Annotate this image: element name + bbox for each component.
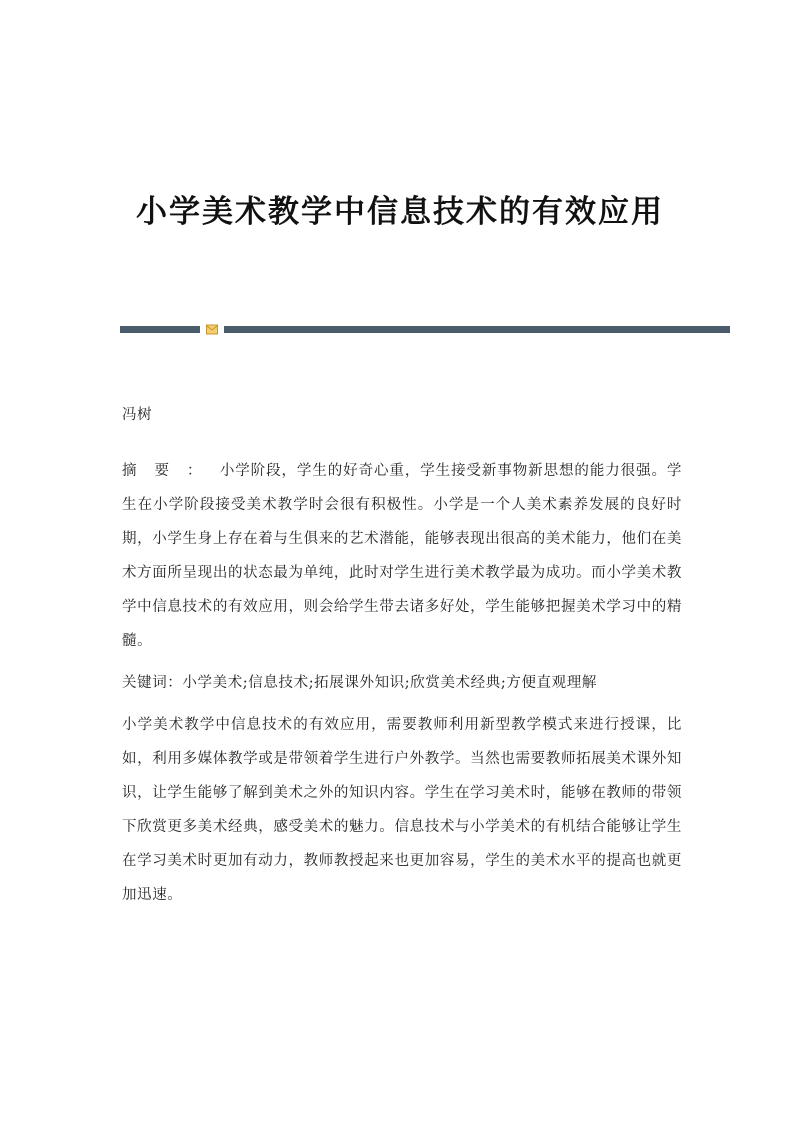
author-name: 冯树 [122, 407, 153, 423]
divider-bar-left [120, 326, 200, 333]
keywords [122, 666, 682, 700]
keywords-label: 关键词： [122, 675, 183, 691]
divider-bar-right [224, 326, 730, 333]
keywords-text: 小学美术;信息技术;拓展课外知识;欣赏美术经典;方便直观理解 [182, 675, 597, 691]
article-content [122, 398, 682, 912]
abstract-text: 小学阶段，学生的好奇心重，学生接受新事物新思想的能力很强。学生在小学阶段接受美术教学时会很有积极性。小学是一个人美术素养发展的良好时期，小学生身上存在着与生俱来的艺术潜能，能够表现出很高的美术能力，他们在美术方面所呈现出的状态最为单纯，此时对学生进行美术教学最为成功。而小学美术教学中信息技术的有效应用，则会给学生带去诸多好处，学生能够把握美术学习中的精髓。 [122, 463, 682, 649]
page-title: 小学美术教学中信息技术的有效应用 [136, 194, 664, 230]
envelope-icon [206, 324, 218, 335]
title-divider [120, 326, 730, 334]
body-paragraph: 小学美术教学中信息技术的有效应用，需要教师利用新型教学模式来进行授课，比如，利用多媒体教学或是带领着学生进行户外教学。当然也需要教师拓展美术课外知识，让学生能够了解到美术之外的知识内容。学生在学习美术时，能够在教师的带领下欣赏更多美术经典，感受美术的魅力。信息技术与小学美术的有机结合能够让学生在学习美术时更加有动力，教师教授起来也更加容易，学生的美术水平的提高也就更加迅速。 [122, 717, 682, 903]
abstract [122, 454, 682, 658]
abstract-label: 摘要： [122, 463, 220, 479]
